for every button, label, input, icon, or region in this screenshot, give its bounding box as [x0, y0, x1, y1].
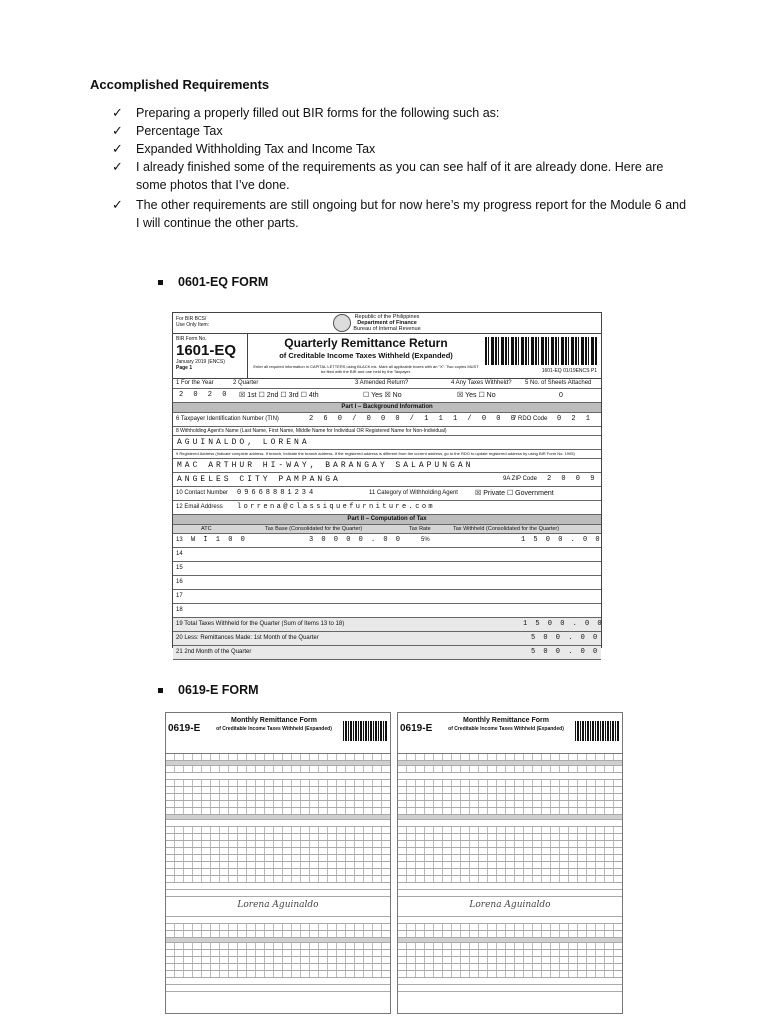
barcode-icon [343, 721, 387, 741]
signature: Lorena Aguinaldo [237, 900, 319, 910]
row-email: 12 Email Address lorrena@classiquefurniture.com [173, 501, 601, 515]
checklist-item: ✓ Preparing a properly filled out BIR forms for the following such as: [112, 105, 500, 120]
form-number: 1601-EQ [176, 342, 237, 359]
checklist-item: ✓ Expanded Withholding Tax and Income Tax [112, 141, 376, 156]
section-title-0619e: 0619-E FORM [158, 683, 259, 697]
tax-row: 13 W I 1 0 0 3 0 0 0 0 . 0 0 5% 1 5 0 0 . 0 0 [173, 534, 601, 548]
row-address-label: 9 Registered Address (Indicate complete address. If branch, indicate the branch address. If the registered address is different from the current address, go to the RDO to update registered address by using BIR Form No. 1905) [173, 450, 601, 459]
row-agent-label: 8 Withholding Agent's Name (Last Name, First Name, Middle Name for Individual OR Registered Name for Non-Individual) [173, 427, 601, 436]
check-icon: ✓ [112, 197, 123, 212]
row-header-labels: 1 For the Year 2 Quarter 3 Amended Return? 4 Any Taxes Withheld? 5 No. of Sheets Attached [173, 379, 601, 389]
checklist-item: ✓ The other requirements are still ongoing but for now here’s my progress report for the Module 6 and I will continue the other parts. [112, 197, 687, 230]
tax-row: 16 [173, 576, 601, 590]
tax-row: 14 [173, 548, 601, 562]
requirements-checklist [112, 104, 692, 232]
part1-header: Part I – Background Information [173, 403, 601, 413]
section-title-0601eq: 0601-EQ FORM [158, 275, 268, 289]
form-number-box: BIR Form No. 1601-EQ January 2019 (ENCS) Page 1 [173, 334, 248, 378]
row-remittance-2nd: 21 2nd Month of the Quarter 5 0 0 . 0 0 [173, 646, 601, 660]
check-icon: ✓ [112, 105, 123, 120]
tax-row: 15 [173, 562, 601, 576]
row-agent-name: AGUINALDO, LORENA [173, 436, 601, 450]
row-tin: 6 Taxpayer Identification Number (TIN) 2 6 0 / 0 0 0 / 1 1 1 / 0 0 0 7 RDO Code 0 2 1 [173, 413, 601, 427]
bir-form-1601eq-image: For BIR BCS/ Use Only Item: Republic of the Philippines Department of Finance Bureau of Internal Revenue BIR Form No. 1601-EQ January 2019 (ENCS) Page 1 Quarterly Remittance Return of Creditable Income Taxes Withheld (Expanded) Enter all required information in CAPITAL LETTERS using BLACK ink. Mark all applicable boxes with an "X". Two copies MUST be filed with the BIR and one held by the Taxpayer. 1601-EQ 01/19ENCS P1 1 For the Year 2 Quarter 3 Amended Return? 4 Any Taxes Withheld? 5 No. of Sheets Attached 2 0 2 0 ☒ 1st ☐ 2nd ☐ 3rd ☐ 4th ☐ Yes ☒ No ☒ Yes ☐ No 0 Part I – Background Information 6 Taxpayer Identification Number (TIN) 2 6 0 / 0 0 0 / 1 1 1 / 0 0 0 7 RDO Code 0 2 1 8 Withholding Agent's Name (Last Name, First Name, Middle Name for Individual OR Registered Name for Non-Individual) AGUINALDO, LORENA 9 Registered Address (Indicate complete address. If branch, indicate the branch address. If the registered address is different from the current address, go to the RDO to update registered address by using BIR Form No. 1905) MAC ARTHUR HI-WAY, BARANGAY SALAPUNGAN ANGELES CITY PAMPANGA 9A ZIP Code 2 0 0 9 10 Contact Number 09668881234 11 Category of Withholding Agent ☒ Private ☐ Government 12 Email Address lorrena@classiquefurniture.com Part II – Computation of Tax ATC Tax Base (Consolidated for the Quarter) Tax Rate Tax Withheld (Consolidated for the Quarter) 13 W I 1 0 0 3 0 0 0 0 . 0 0 5% 1 5 0 0 . 0 0 14 15 16 17 18 19 Total Taxes Withheld for the Quarter (Sum of Items 13 to 18) 1 5 0 0 . 0 0 20 Less: Remittances Made: 1st Month of the Quarter 5 0 0 . 0 0 21 2nd Month of the Quarter 5 0 0 . 0 0 [172, 312, 602, 648]
barcode-icon [575, 721, 619, 741]
part2-header: Part II – Computation of Tax [173, 515, 601, 525]
page-heading: Accomplished Requirements [90, 77, 270, 92]
row-remittance-1st: 20 Less: Remittances Made: 1st Month of the Quarter 5 0 0 . 0 0 [173, 632, 601, 646]
form-subtitle: of Creditable Income Taxes Withheld (Expanded) [279, 351, 453, 360]
check-icon: ✓ [112, 159, 123, 174]
form-instructions: Enter all required information in CAPITAL LETTERS using BLACK ink. Mark all applicable boxes with an "X". Two copies MUST be filed with the BIR and one held by the Taxpayer. [253, 364, 479, 374]
checklist-item: ✓ I already finished some of the requirements as you can see half of it are already done. Here are some photos that I’ve done. [112, 159, 664, 192]
tax-row: 17 [173, 590, 601, 604]
tax-table-header: ATC Tax Base (Consolidated for the Quarter) Tax Rate Tax Withheld (Consolidated for the Quarter) [173, 525, 601, 534]
check-icon: ✓ [112, 123, 123, 138]
barcode-icon [485, 337, 597, 365]
square-bullet-icon [158, 280, 163, 285]
checklist-item: ✓ Percentage Tax [112, 123, 223, 138]
row-total-withheld: 19 Total Taxes Withheld for the Quarter (Sum of Items 13 to 18) 1 5 0 0 . 0 0 [173, 618, 601, 632]
row-address-2: ANGELES CITY PAMPANGA 9A ZIP Code 2 0 0 9 [173, 473, 601, 487]
row-address-1: MAC ARTHUR HI-WAY, BARANGAY SALAPUNGAN [173, 459, 601, 473]
bir-form-0619e-image-right: 0619-E Monthly Remittance Form of Creditable Income Taxes Withheld (Expanded) Lorena Aguinaldo [397, 712, 623, 1014]
tax-row: 18 [173, 604, 601, 618]
check-icon: ✓ [112, 141, 123, 156]
signature: Lorena Aguinaldo [469, 900, 551, 910]
row-year-quarter: 2 0 2 0 ☒ 1st ☐ 2nd ☐ 3rd ☐ 4th ☐ Yes ☒ No ☒ Yes ☐ No 0 [173, 389, 601, 403]
square-bullet-icon [158, 688, 163, 693]
form-title: Quarterly Remittance Return [284, 336, 448, 350]
row-contact: 10 Contact Number 09668881234 11 Category of Withholding Agent ☒ Private ☐ Government [173, 487, 601, 501]
bir-form-0619e-image-left: 0619-E Monthly Remittance Form of Creditable Income Taxes Withheld (Expanded) Lorena Aguinaldo [165, 712, 391, 1014]
